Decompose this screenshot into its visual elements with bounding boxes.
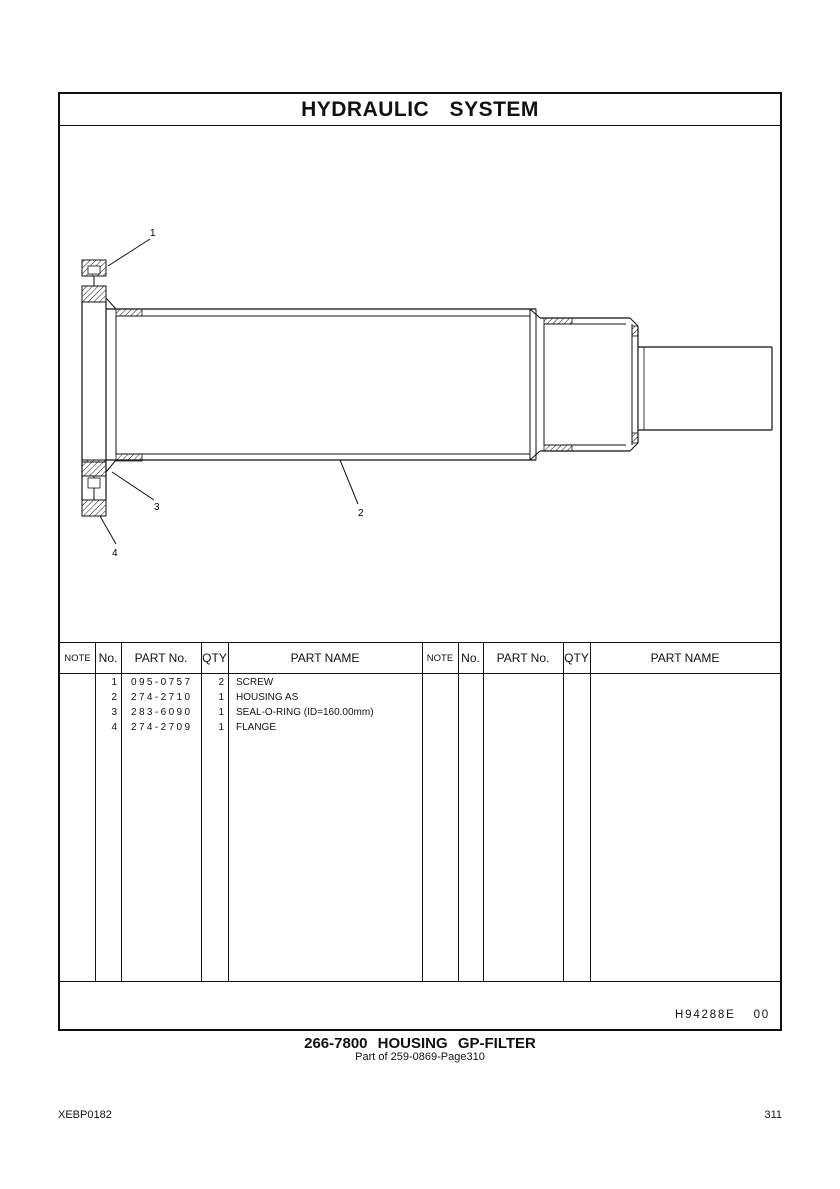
row-part-name: SEAL-O-RING (ID=160.00mm) [236, 707, 374, 718]
row-part-name: SCREW [236, 677, 274, 688]
callout-2 [340, 460, 364, 519]
column-divider [590, 643, 591, 982]
revision: 00 [753, 1009, 770, 1021]
row-part-number: 095-0757 [131, 677, 193, 688]
header-note: NOTE [64, 652, 91, 664]
column-divider [228, 643, 229, 982]
row-part-number: 283-6090 [131, 707, 193, 718]
row-quantity: 1 [218, 692, 224, 703]
column-divider [121, 643, 122, 982]
parts-table-header [60, 643, 780, 674]
row-part-name: HOUSING AS [236, 692, 299, 703]
header-no: No. [98, 651, 118, 665]
row-number: 2 [111, 692, 117, 703]
header-part-name-2: PART NAME [650, 651, 720, 665]
flange-part [82, 260, 106, 516]
header-part-no-2: PART No. [496, 651, 550, 665]
row-number: 3 [111, 707, 117, 718]
header-part-no: PART No. [134, 651, 188, 665]
parts-page-frame [58, 92, 782, 1031]
row-quantity: 1 [218, 722, 224, 733]
page-title: HYDRAULIC SYSTEM [60, 94, 780, 126]
row-number: 1 [111, 677, 117, 688]
header-no-2: No. [461, 651, 480, 665]
parts-table [60, 642, 780, 981]
header-qty: QTY [202, 651, 227, 665]
row-part-name: FLANGE [236, 722, 277, 733]
column-divider [483, 643, 484, 982]
drawing-number: H94288E [675, 1009, 736, 1021]
row-part-number: 274-2709 [131, 722, 193, 733]
page-number: 311 [764, 1109, 782, 1121]
callout-label-4: 4 [112, 548, 118, 559]
row-quantity: 1 [218, 707, 224, 718]
callout-4 [100, 516, 118, 559]
callout-3 [112, 472, 160, 513]
column-divider [563, 643, 564, 982]
drawing-number-block [675, 1009, 770, 1021]
row-number: 4 [111, 722, 117, 733]
row-part-number: 274-2710 [131, 692, 193, 703]
assembly-caption: 266-7800 HOUSING GP-FILTER [304, 1035, 536, 1052]
housing-drawing [60, 126, 780, 642]
drawing-footer [60, 981, 780, 1029]
document-id: XEBP0182 [58, 1109, 112, 1121]
housing-part [106, 298, 772, 472]
parts-illustration [60, 126, 780, 642]
header-qty-2: QTY [564, 651, 589, 665]
assembly-subcaption: Part of 259-0869-Page310 [355, 1051, 485, 1063]
callout-label-3: 3 [154, 502, 160, 513]
column-divider [458, 643, 459, 982]
callout-1 [108, 228, 156, 266]
header-note-2: NOTE [426, 652, 454, 664]
header-part-name: PART NAME [290, 651, 360, 665]
callout-label-1: 1 [150, 228, 156, 239]
callout-label-2: 2 [358, 508, 364, 519]
row-quantity: 2 [218, 677, 224, 688]
